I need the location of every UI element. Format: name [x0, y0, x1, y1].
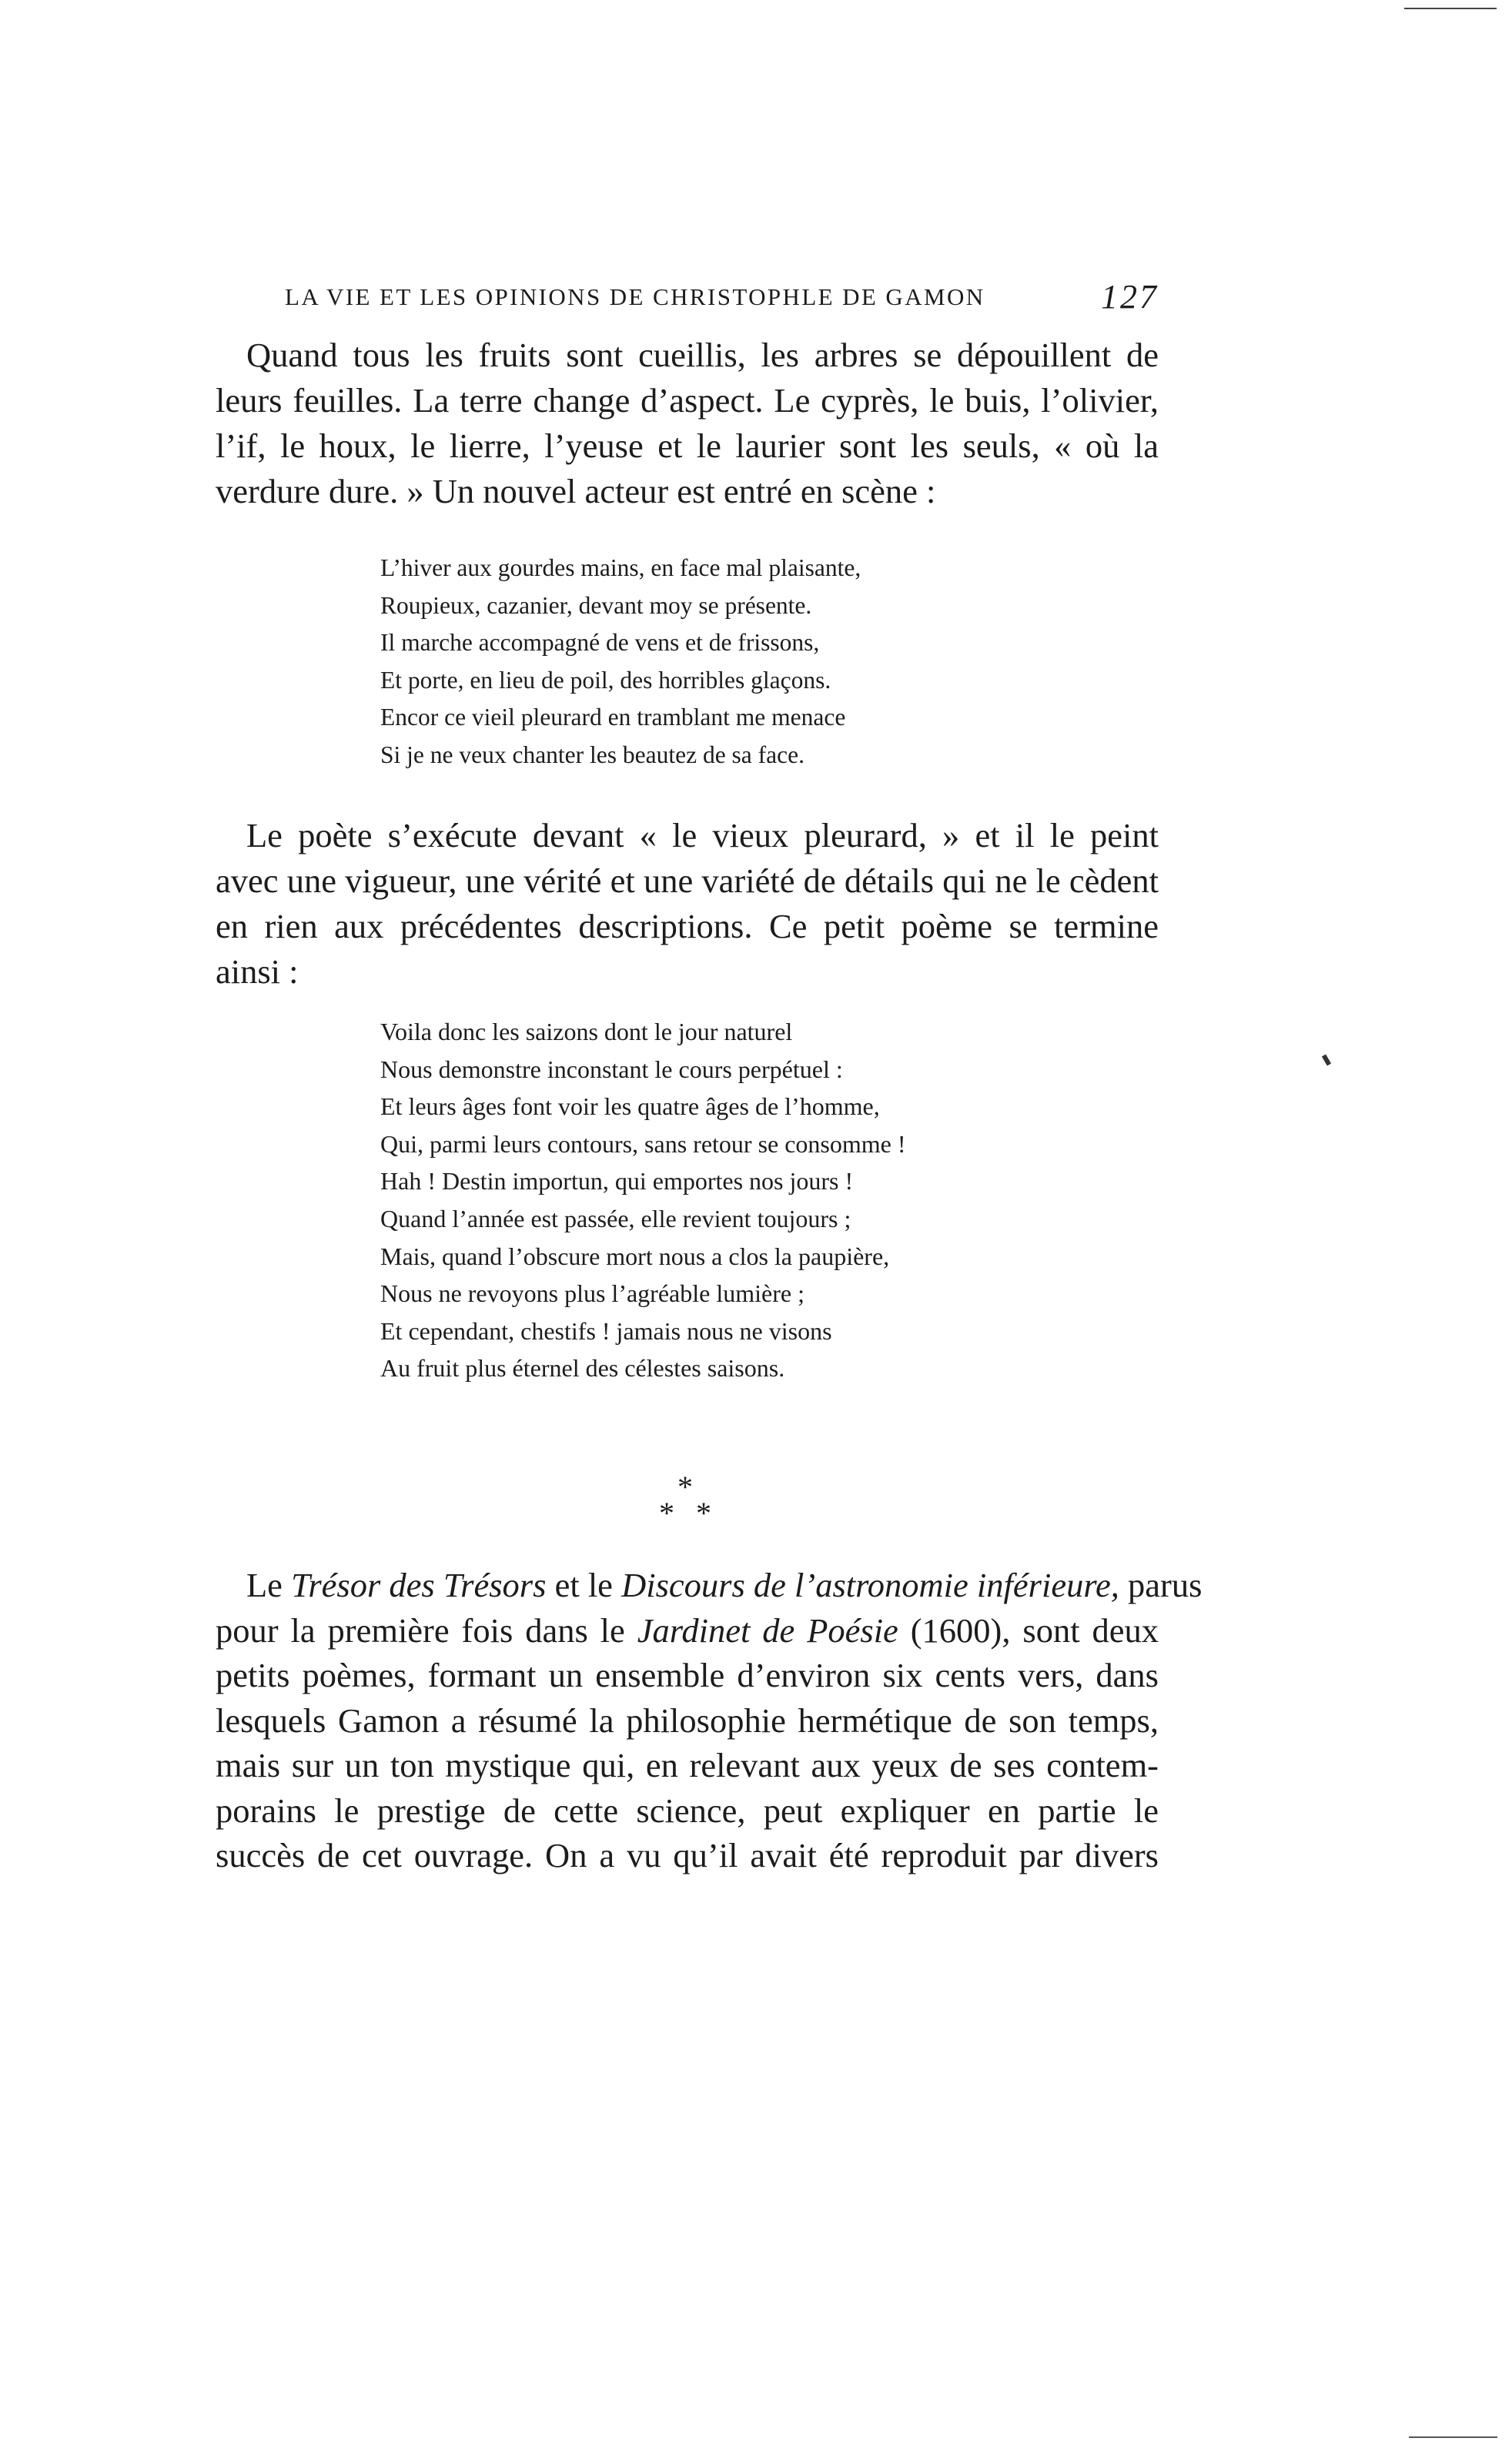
paragraph-line: succès de cet ouvrage. On a vu qu’il avait été reproduit par divers [216, 1836, 1159, 1874]
verse-seasons [380, 1013, 906, 1387]
running-header [285, 277, 1159, 323]
paragraph-winter-intro [216, 333, 1159, 514]
paragraph-line: mais sur un ton mystique qui, en relevant aux yeux de ses contem- [216, 1746, 1159, 1784]
verse-line: Et porte, en lieu de poil, des horribles glaçons. [380, 666, 831, 694]
scan-edge-rule-top [1404, 8, 1497, 9]
verse-line: Nous demonstre inconstant le cours perpétuel : [380, 1055, 843, 1083]
paragraph-line [216, 1608, 1159, 1654]
book-title: Jardinet de Poésie [637, 1610, 898, 1650]
verse-line: Hah ! Destin importun, qui emportes nos jours ! [380, 1167, 854, 1196]
paragraph-line: en rien aux précédentes descriptions. Ce petit poème se termine [216, 907, 1159, 945]
verse-line: Si je ne veux chanter les beautez de sa face. [380, 741, 805, 768]
paragraph-line: verdure dure. » Un nouvel acteur est entré en scène : [216, 472, 936, 510]
text-fragment: pour la première fois dans le [216, 1610, 637, 1650]
paragraph-line: Le poète s’exécute devant « le vieux pleurard, » et il le peint [246, 816, 1159, 854]
verse-line: Nous ne revoyons plus l’agréable lumière ; [380, 1279, 805, 1308]
paragraph-line: Quand tous les fruits sont cueillis, les arbres se dépouillent de [246, 336, 1159, 374]
running-title: LA VIE ET LES OPINIONS DE CHRISTOPHLE DE GAMON [285, 283, 985, 310]
verse-line: Et cependant, chestifs ! jamais nous ne visons [380, 1316, 832, 1345]
paragraph-line: ainsi : [216, 952, 299, 991]
verse-line: Voila donc les saizons dont le jour naturel [380, 1018, 793, 1045]
verse-line: Au fruit plus éternel des célestes saisons. [380, 1354, 785, 1383]
scan-edge-rule-bottom [1409, 2436, 1497, 2438]
book-title: Discours de l’astronomie inférieure, [621, 1566, 1119, 1604]
verse-line: Mais, quand l’obscure mort nous a clos la paupière, [380, 1242, 890, 1270]
verse-line: Encor ce vieil pleurard en tramblant me menace [380, 704, 846, 731]
page-number: 127 [1101, 278, 1159, 316]
paragraph-line: lesquels Gamon a résumé la philosophie hermétique de son temps, [216, 1701, 1159, 1740]
book-title: Trésor des Trésors [291, 1566, 547, 1604]
paragraph-line: petits poèmes, formant un ensemble d’environ six cents vers, dans [216, 1656, 1159, 1694]
paragraph-line [216, 1563, 1203, 1608]
paragraph-tresor [216, 1563, 1203, 1878]
asterisk-top: * [677, 1470, 693, 1504]
text-fragment: Le [246, 1566, 292, 1604]
section-asterism [641, 1472, 733, 1533]
verse-line: Et leurs âges font voir les quatre âges de l’homme, [380, 1092, 880, 1121]
text-fragment: parus [1119, 1566, 1203, 1604]
verse-line: Qui, parmi leurs contours, sans retour se consomme ! [380, 1129, 906, 1158]
paragraph-line: avec une vigueur, une vérité et une variété de détails qui ne le cèdent [216, 861, 1159, 900]
paragraph-line: leurs feuilles. La terre change d’aspect. Le cyprès, le buis, l’olivier, [216, 381, 1159, 420]
verse-line: Roupieux, cazanier, devant moy se présente. [380, 591, 812, 619]
verse-winter [380, 550, 861, 774]
paragraph-old-weeper [216, 813, 1159, 995]
asterisk-right: * [696, 1496, 711, 1530]
verse-line: L’hiver aux gourdes mains, en face mal plaisante, [380, 554, 861, 581]
stray-ink-mark [1322, 1054, 1331, 1065]
verse-line: Quand l’année est passée, elle revient toujours ; [380, 1204, 851, 1232]
verse-line: Il marche accompagné de vens et de frissons, [380, 629, 820, 656]
paragraph-line: porains le prestige de cette science, peut expliquer en partie le [216, 1791, 1159, 1830]
text-fragment: et le [546, 1566, 622, 1604]
text-fragment: (1600), sont deux [898, 1610, 1159, 1650]
paragraph-line: l’if, le houx, le lierre, l’yeuse et le laurier sont les seuls, « où la [216, 426, 1159, 465]
asterisk-left: * [659, 1496, 674, 1530]
